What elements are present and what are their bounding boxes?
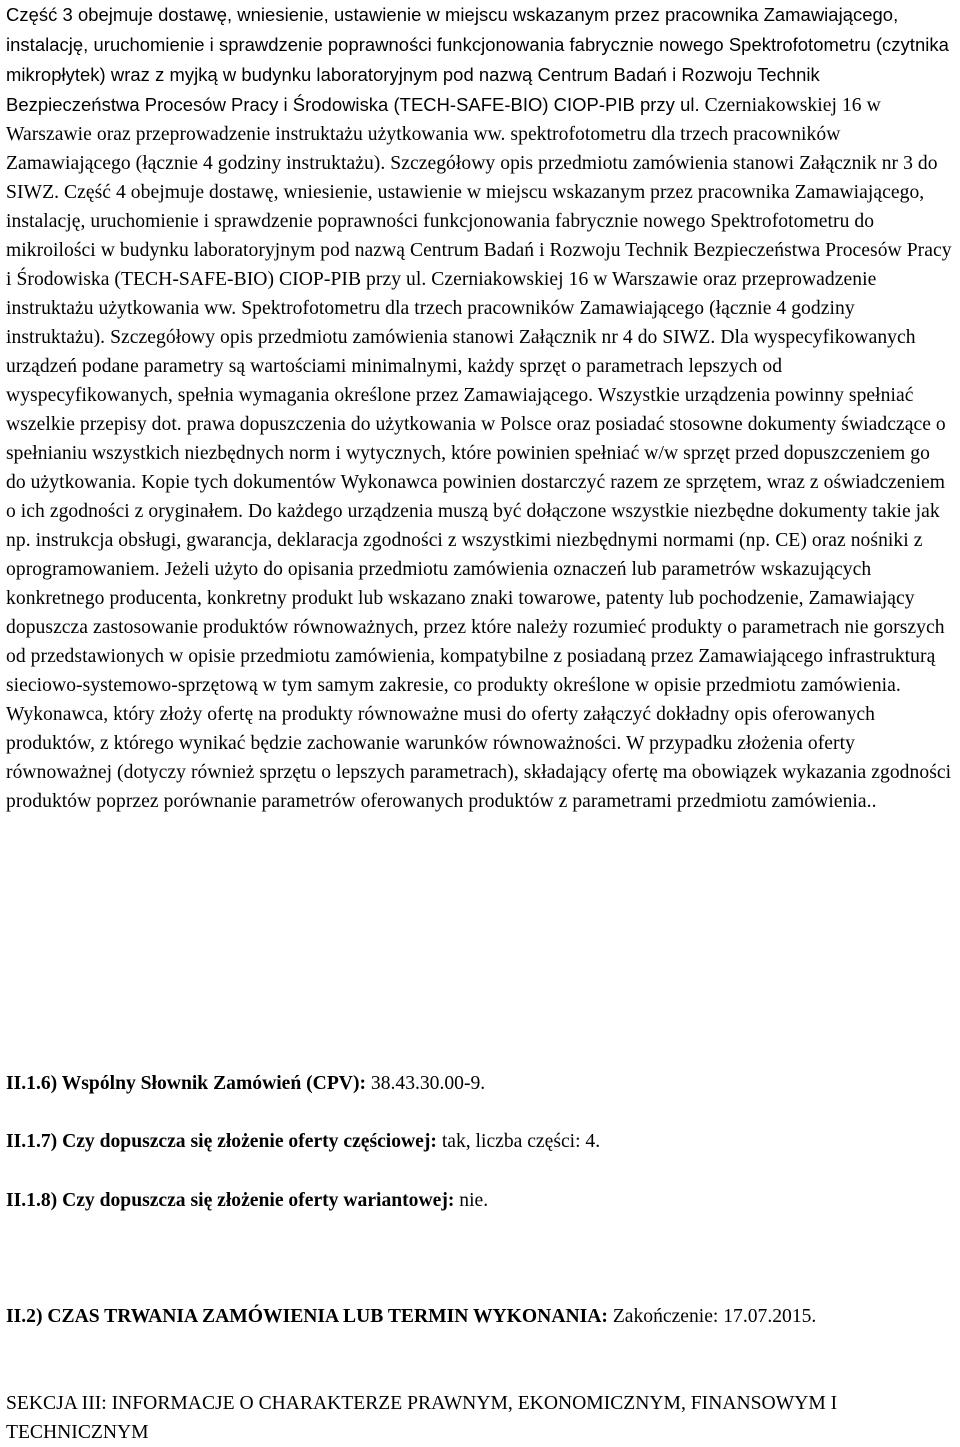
duration-item bbox=[6, 1302, 952, 1331]
order-description-paragraph bbox=[6, 0, 952, 816]
variant-offer-item bbox=[6, 1186, 952, 1215]
partial-offer-value: tak, liczba części: 4. bbox=[436, 1131, 601, 1152]
cpv-item bbox=[6, 1069, 952, 1098]
partial-offer-label: II.1.7) Czy dopuszcza się złożenie oferty częściowej: bbox=[6, 1131, 437, 1152]
description-continuation: Czerniakowskiej 16 w Warszawie oraz przeprowadzenie instruktażu użytkowania ww. spektrofotometru dla trzech pracowników Zamawiającego (łącznie 4 godziny instruktażu). Szczegółowy opis przedmiotu zamówienia stanowi Załącznik nr 3 do SIWZ. Część 4 obejmuje dostawę, wniesienie, ustawienie w miejscu wskazanym przez pracownika Zamawiającego, instalację, uruchomienie i sprawdzenie poprawności funkcjonowania fabrycznie nowego Spektrofotometru do mikroilości w budynku laboratoryjnym pod nazwą Centrum Badań i Rozwoju Technik Bezpieczeństwa Procesów Pracy i Środowiska (TECH-SAFE-BIO) CIOP-PIB przy ul. Czerniakowskiej 16 w Warszawie oraz przeprowadzenie instruktażu użytkowania ww. Spektrofotometru dla trzech pracowników Zamawiającego (łącznie 4 godziny instruktażu). Szczegółowy opis przedmiotu zamówienia stanowi Załącznik nr 4 do SIWZ. Dla wyspecyfikowanych urządzeń podane parametry są wartościami minimalnymi, każdy sprzęt o parametrach lepszych od wyspecyfikowanych, spełnia wymagania określone przez Zamawiającego. Wszystkie urządzenia powinny spełniać wszelkie przepisy dot. prawa dopuszczenia do użytkowania w Polsce oraz posiadać stosowne dokumenty świadczące o spełnianiu wszystkich niezbędnych norm i wytycznych, które powinien spełniać w/w sprzęt przed dopuszczeniem go do użytkowania. Kopie tych dokumentów Wykonawca powinien dostarczyć razem ze sprzętem, wraz z oświadczeniem o ich zgodności z oryginałem. Do każdego urządzenia muszą być dołączone wszystkie niezbędne dokumenty takie jak np. instrukcja obsługi, gwarancja, deklaracja zgodności z wszystkimi niezbędnymi normami (np. CE) oraz nośniki z oprogramowaniem. Jeżeli użyto do opisania przedmiotu zamówienia oznaczeń lub parametrów wskazujących konkretnego producenta, konkretny produkt lub wskazano znaki towarowe, patenty lub pochodzenie, Zamawiający dopuszcza zastosowanie produktów równoważnych, przez które należy rozumieć produkty o parametrach nie gorszych od przedstawionych w opisie przedmiotu zamówienia, kompatybilne z posiadaną przez Zamawiającego infrastrukturą sieciowo-systemowo-sprzętową w tym samym zakresie, co produkty określone w opisie przedmiotu zamówienia. Wykonawca, który złoży ofertę na produkty równoważne musi do oferty załączyć dokładny opis oferowanych produktów, z którego wynikać będzie zachowanie warunków równoważności. W przypadku złożenia oferty równoważnej (dotyczy również sprzętu o lepszych parametrach), składający ofertę ma obowiązek wykazania zgodności produktów poprzez porównanie parametrów oferowanych produktów z parametrami przedmiotu zamówienia.. bbox=[6, 95, 952, 812]
variant-offer-label: II.1.8) Czy dopuszcza się złożenie oferty wariantowej: bbox=[6, 1190, 455, 1211]
duration-value: Zakończenie: 17.07.2015. bbox=[607, 1306, 817, 1327]
variant-offer-value: nie. bbox=[454, 1190, 489, 1211]
duration-label: II.2) CZAS TRWANIA ZAMÓWIENIA LUB TERMIN WYKONANIA: bbox=[6, 1306, 608, 1327]
section-iii-heading: SEKCJA III: INFORMACJE O CHARAKTERZE PRAWNYM, EKONOMICZNYM, FINANSOWYM I TECHNICZNYM bbox=[6, 1393, 838, 1443]
cpv-label: II.1.6) Wspólny Słownik Zamówień (CPV): bbox=[6, 1073, 366, 1094]
part-3-description: Część 3 obejmuje dostawę, wniesienie, ustawienie w miejscu wskazanym przez pracownika Zamawiającego, instalację, uruchomienie i sprawdzenie poprawności funkcjonowania fabrycznie nowego Spektrofotometru (czytnika mikropłytek) wraz z myjką w budynku laboratoryjnym pod nazwą Centrum Badań i Rozwoju Technik Bezpieczeństwa Procesów Pracy i Środowiska (TECH-SAFE-BIO) CIOP-PIB przy ul. bbox=[6, 4, 949, 115]
cpv-value: 38.43.30.00-9. bbox=[366, 1073, 486, 1094]
partial-offer-item bbox=[6, 1127, 952, 1156]
